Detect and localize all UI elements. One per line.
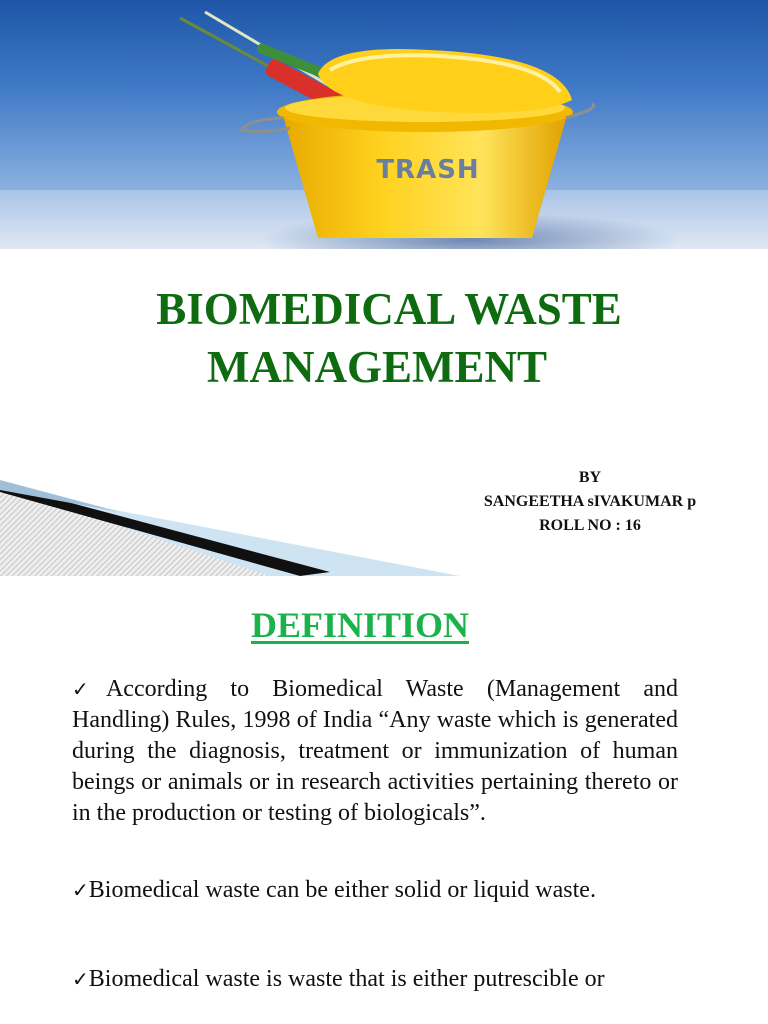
decorative-stripes: [0, 480, 460, 576]
bullet-item-3: [72, 964, 678, 995]
bullet-list: [72, 674, 678, 995]
definition-heading: DEFINITION: [250, 605, 470, 645]
trash-bucket-illustration: [0, 0, 768, 249]
bucket-label: TRASH: [376, 155, 480, 185]
author-name: SANGEETHA sIVAKUMAR p: [483, 493, 697, 510]
by-label: BY: [578, 469, 602, 486]
title-line-2: MANAGEMENT: [207, 342, 547, 392]
check-mark-icon: ✓: [72, 878, 89, 902]
slide-title: [0, 280, 768, 396]
roll-number: ROLL NO : 16: [539, 517, 641, 534]
author-block: [455, 466, 725, 538]
bullet-text-2: Biomedical waste can be either solid or liquid waste.: [88, 877, 596, 903]
check-mark-icon: ✓: [72, 967, 89, 991]
definition-slide: [0, 576, 768, 1024]
bullet-text-3: Biomedical waste is waste that is either putrescible or: [88, 966, 605, 992]
bullet-text-1: According to Biomedical Waste (Management and Handling) Rules, 1998 of India “Any waste which is generated during the diagnosis, treatment or immunization of human beings or animals or in research activities pertaining thereto or in the production or testing of biologicals”.: [72, 676, 679, 826]
header-banner-image: [0, 0, 768, 249]
bullet-item-2: [72, 875, 678, 906]
check-mark-icon: ✓: [72, 677, 106, 701]
title-line-1: BIOMEDICAL WASTE: [156, 284, 622, 334]
bullet-item-1: [72, 674, 678, 829]
